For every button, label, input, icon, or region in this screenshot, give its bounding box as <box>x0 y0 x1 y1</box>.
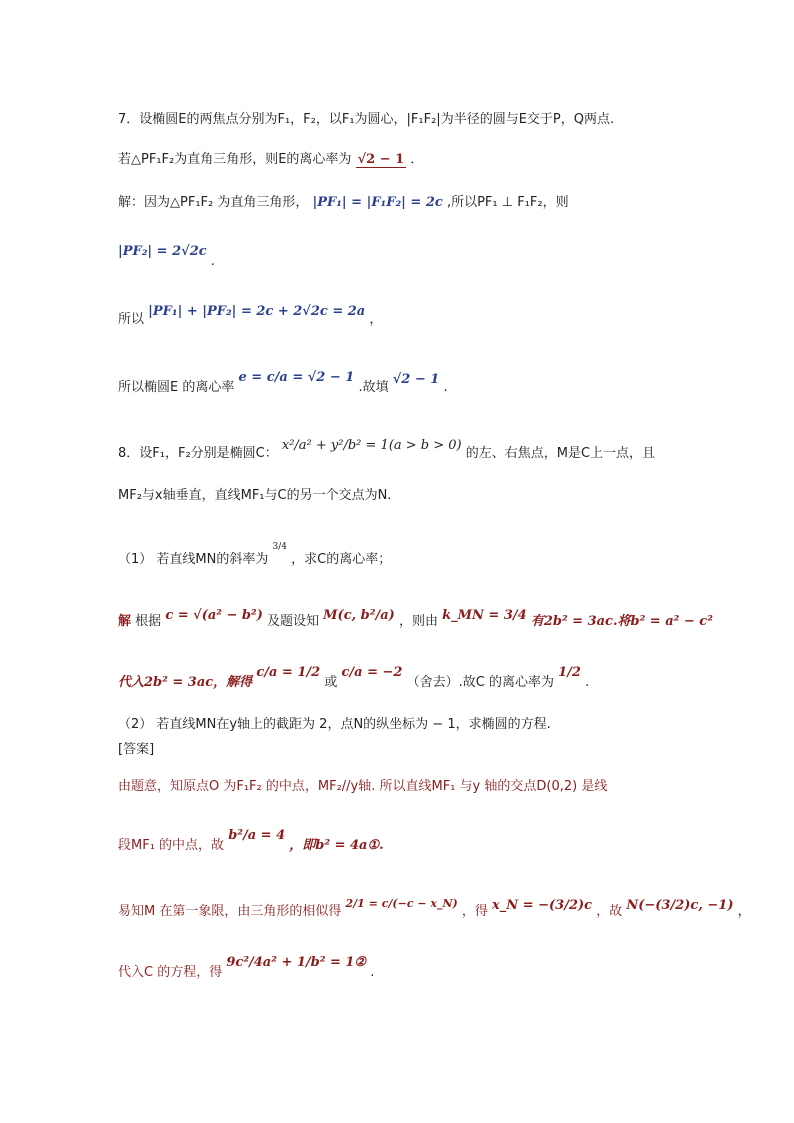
text: 及题设知 <box>267 614 320 629</box>
text: .故填 <box>358 380 389 395</box>
text: 的左、右焦点，M是C上一点，且 <box>465 446 656 461</box>
text: （舍去）.故C 的离心率为 <box>406 675 554 690</box>
text: 解：因为△PF₁F₂ 为直角三角形， <box>118 195 309 210</box>
math: k_MN = 3/4 <box>442 608 527 623</box>
punct: . <box>443 380 448 395</box>
problem-8-line-1 <box>118 438 656 464</box>
text: ，则由 <box>398 614 438 629</box>
math: ，即b² = 4a①. <box>289 838 384 853</box>
text: MF₂与x轴垂直，直线MF₁与C的另一个交点为N. <box>118 488 392 503</box>
problem-7-line-1: 7．设椭圆E的两焦点分别为F₁，F₂，以F₁为圆心，|F₁F₂|为半径的圆与E交于P，Q两点. <box>118 112 615 127</box>
problem-7-question <box>118 150 423 170</box>
answer-label: [答案] <box>118 742 155 757</box>
text: （2） 若直线MN在y轴上的截距为 2，点N的纵坐标为 − 1，求椭圆的方程. <box>118 717 551 732</box>
math: 2/1 = c/(−c − x_N) <box>345 897 458 910</box>
math: N(−(3/2)c, −1) <box>626 898 734 913</box>
math: c/a = −2 <box>341 665 403 680</box>
math: |PF₁| + |PF₂| = 2c + 2√2c = 2a <box>148 304 366 319</box>
math: M(c, b²/a) <box>323 608 395 623</box>
solution-8-1-line-1 <box>118 608 713 632</box>
solution-label: 解 <box>118 614 132 629</box>
text: ，求C的离心率； <box>291 552 392 567</box>
text: ,所以PF₁ ⊥ F₁F₂，则 <box>446 195 569 210</box>
text: 或 <box>324 675 338 690</box>
math: x_N = −(3/2)c <box>492 898 593 913</box>
problem-7-statement <box>118 110 614 130</box>
answer-8-2-line-2 <box>118 828 384 856</box>
problem-8-q1 <box>118 542 392 571</box>
math: 1/2 <box>558 665 581 680</box>
answer-8-2-line-1 <box>118 777 607 797</box>
math: 9c²/4a² + 1/b² = 1② <box>226 955 367 970</box>
punct: . <box>210 254 215 269</box>
text: 8．设F₁，F₂分别是椭圆C： <box>118 446 278 461</box>
math: 代入2b² = 3ac，解得 <box>118 675 253 690</box>
math: 有2b² = 3ac.将b² = a² − c² <box>530 614 713 629</box>
answer-8-2-line-3 <box>118 897 751 922</box>
text: 段MF₁ 的中点，故 <box>118 838 225 853</box>
problem-7-line-2: 若△PF₁F₂为直角三角形，则E的离心率为 <box>118 152 352 167</box>
math: x²/a² + y²/b² = 1(a > b > 0) <box>281 438 462 453</box>
text: 所以 <box>118 312 145 327</box>
math: c = √(a² − b²) <box>165 608 263 623</box>
punct: . <box>370 965 375 980</box>
answer-8-2-line-4 <box>118 955 375 983</box>
math: |PF₂| = 2√2c <box>118 244 207 259</box>
answer-blank: √2 − 1 <box>357 152 405 167</box>
math: b²/a = 4 <box>228 828 286 843</box>
solution-7-line-3 <box>118 304 383 330</box>
text: ，得 <box>461 904 488 919</box>
math: e = c/a = √2 − 1 <box>238 370 355 385</box>
math: √2 − 1 <box>392 372 440 387</box>
solution-7-line-2 <box>118 242 215 269</box>
text: ，故 <box>596 904 623 919</box>
answer-tag <box>118 740 154 760</box>
text: 易知M 在第一象限，由三角形的相似得 <box>118 904 342 919</box>
punct: ． <box>410 152 424 167</box>
fraction: 3/4 <box>272 542 287 552</box>
solution-7-line-4 <box>118 370 448 398</box>
problem-8-line-2 <box>118 486 391 506</box>
solution-8-1-line-2 <box>118 665 590 693</box>
text: （1） 若直线MN的斜率为 <box>118 552 269 567</box>
punct: ， <box>737 904 751 919</box>
text: 由题意，知原点O 为F₁F₂ 的中点，MF₂//y轴. 所以直线MF₁ 与y 轴的交点D(0,2) 是线 <box>118 779 608 794</box>
text: 根据 <box>135 614 162 629</box>
problem-8-q2 <box>118 715 551 735</box>
punct: . <box>585 675 590 690</box>
text: 代入C 的方程，得 <box>118 965 223 980</box>
solution-7-line-1 <box>118 193 569 213</box>
text: ， <box>369 312 383 327</box>
text: 所以椭圆E 的离心率 <box>118 380 235 395</box>
math: c/a = 1/2 <box>256 665 321 680</box>
math: |PF₁| = |F₁F₂| = 2c <box>312 195 443 210</box>
